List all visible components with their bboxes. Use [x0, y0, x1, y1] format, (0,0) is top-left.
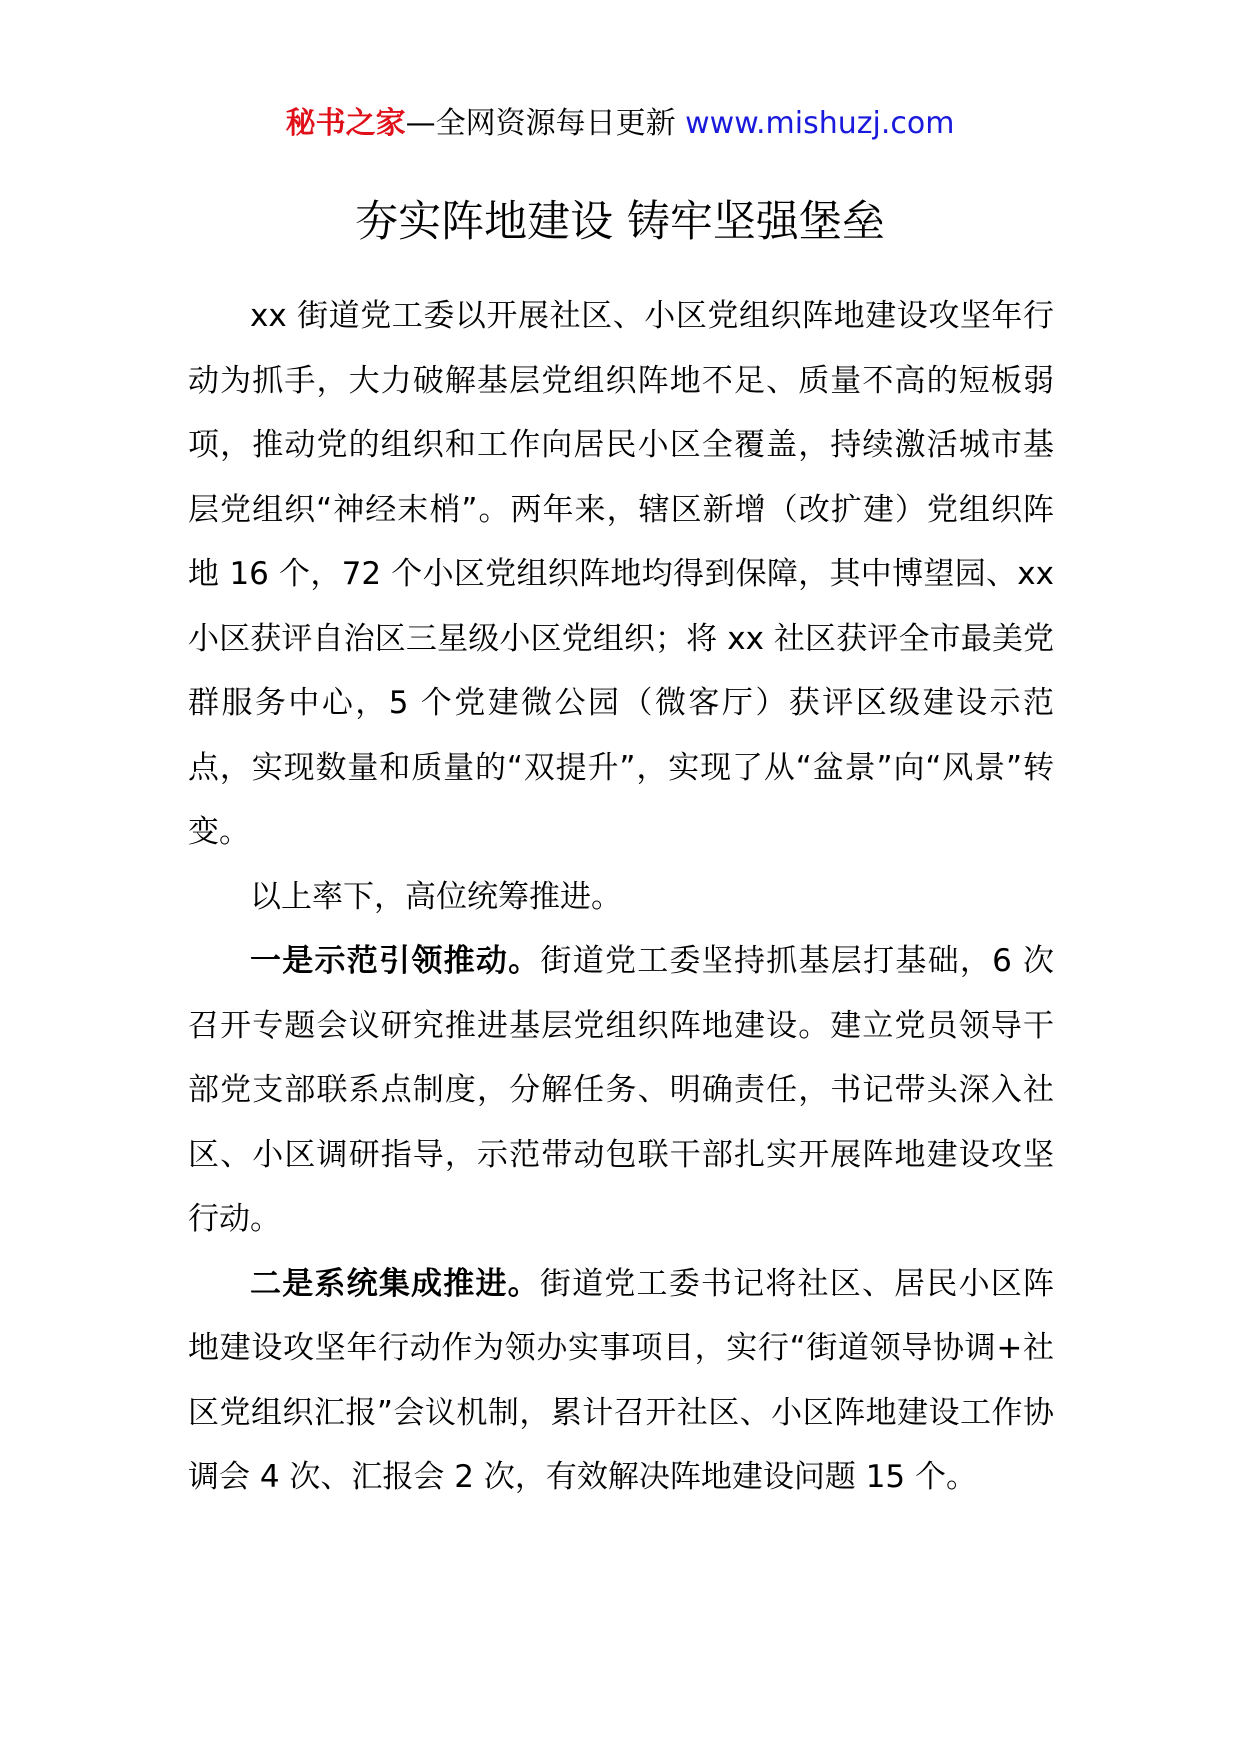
document-title: 夯实阵地建设 铸牢坚强堡垒: [355, 197, 885, 247]
site-url: www.mishuzj.com: [685, 106, 955, 141]
paragraph-text: xx 街道党工委以开展社区、小区党组织阵地建设攻坚年行动为抓手，大力破解基层党组织阵地不足、质量不高的短板弱项，推动党的组织和工作向居民小区全覆盖，持续激活城市基层党组织“神经末梢”。两年来，辖区新增（改扩建）党组织阵地 16 个，72 个小区党组织阵地均得到保障，其中博望园、xx 小区获评自治区三星级小区党组织；将 xx 社区获评全市最美党群服务中心，5 个党建微公园（微客厅）获评区级建设示范点，实现数量和质量的“双提升”，实现了从“盆景”向“风景”转变。: [188, 298, 1054, 850]
paragraph-point-one: [188, 929, 1054, 1252]
paragraph-text: 以上率下，高位统筹推进。: [250, 878, 622, 915]
paragraph-lead: 一是示范引领推动。: [250, 943, 541, 979]
paragraph-section-heading: [188, 865, 1054, 930]
paragraph-intro: [188, 284, 1054, 865]
paragraph-text: 街道党工委坚持抓基层打基础，6 次召开专题会议研究推进基层党组织阵地建设。建立党员领导干部党支部联系点制度，分解任务、明确责任，书记带头深入社区、小区调研指导，示范带动包联干部扎实开展阵地建设攻坚行动。: [188, 943, 1055, 1237]
paragraph-point-two: [188, 1252, 1054, 1510]
document-body: [188, 284, 1054, 1510]
paragraph-lead: 二是系统集成推进。: [250, 1265, 540, 1302]
site-banner: [0, 100, 1240, 148]
paragraph-text: 街道党工委书记将社区、居民小区阵地建设攻坚年行动作为领办实事项目，实行“街道领导协调+社区党组织汇报”会议机制，累计召开社区、小区阵地建设工作协调会 4 次、汇报会 2 次，有效解决阵地建设问题 15 个。: [188, 1265, 1054, 1495]
site-brand: 秘书之家: [285, 106, 406, 141]
banner-slogan: —全网资源每日更新: [405, 106, 686, 141]
